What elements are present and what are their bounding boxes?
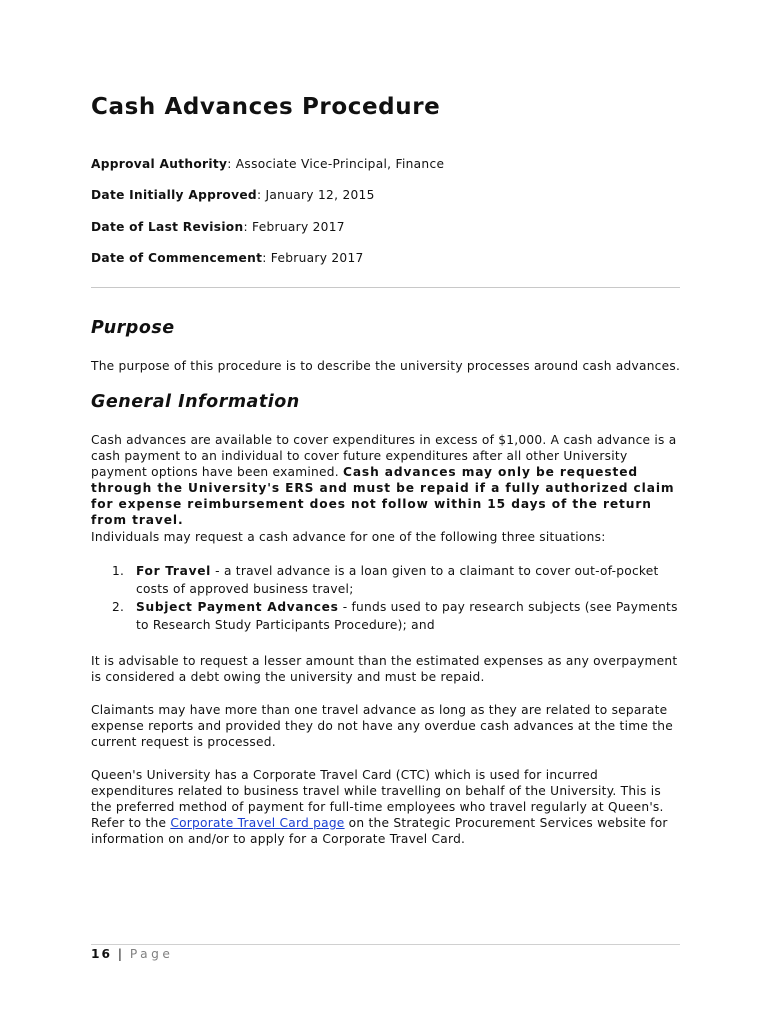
list-item-text: - a travel advance is a loan given to a claimant to cover out-of-pocket costs of approved business travel; <box>136 564 659 596</box>
purpose-heading: Purpose <box>91 318 175 338</box>
footer-separator: | <box>111 947 130 961</box>
meta-value: : February 2017 <box>243 220 345 234</box>
general-paragraph-5-before: Queen's University has a Corporate Travel Card (CTC) which is used for incurred expenditures related to business travel while travelling on behalf of the University. This is the preferred method of payment for full-time employees who travel regularly at Queen's. Refer to the <box>91 768 664 830</box>
general-paragraph-2: Individuals may request a cash advance for one of the following three situations: <box>91 530 606 544</box>
corporate-travel-card-link[interactable]: Corporate Travel Card page <box>170 816 345 830</box>
page-label: Page <box>129 947 174 961</box>
general-paragraph-1-text: Cash advances are available to cover expenditures in excess of $1,000. A cash advance is a cash payment to an individual to cover future expenditures after all other University payment options have been examined. <box>91 433 677 479</box>
meta-label: Date of Commencement <box>91 251 263 265</box>
situations-list <box>91 562 681 634</box>
meta-date-commencement <box>91 251 364 265</box>
list-item-number: 1. <box>112 564 125 578</box>
meta-label: Date Initially Approved <box>91 188 257 202</box>
general-paragraph-5 <box>91 767 683 847</box>
list-item-text: - funds used to pay research subjects (see Payments to Research Study Participants Procedure); and <box>136 600 678 632</box>
purpose-text: The purpose of this procedure is to describe the university processes around cash advances. <box>91 359 681 373</box>
list-item <box>91 562 681 598</box>
general-paragraph-1-bold: Cash advances may only be requested through the University's ERS and must be repaid if a fully authorized claim for expense reimbursement does not follow within 15 days of the return from travel. <box>91 465 675 527</box>
meta-value: : January 12, 2015 <box>256 188 375 202</box>
meta-date-initially-approved <box>91 188 375 202</box>
footer-divider <box>91 944 680 945</box>
list-item-number: 2. <box>112 600 125 614</box>
meta-label: Date of Last Revision <box>91 220 244 234</box>
general-paragraph-5-after: on the Strategic Procurement Services website for information on and/or to apply for a Corporate Travel Card. <box>91 816 668 846</box>
meta-date-last-revision <box>91 220 345 234</box>
list-item-title: Subject Payment Advances <box>136 600 339 614</box>
page-footer <box>91 947 173 961</box>
meta-value: : February 2017 <box>262 251 364 265</box>
page-title: Cash Advances Procedure <box>91 94 441 120</box>
general-paragraph-4: Claimants may have more than one travel advance as long as they are related to separate expense reports and provided they do not have any overdue cash advances at the time the current request is processed. <box>91 703 673 749</box>
meta-label: Approval Authority <box>91 157 228 171</box>
list-item-title: For Travel <box>136 564 212 578</box>
page-number: 16 <box>91 947 112 961</box>
general-paragraph-3: It is advisable to request a lesser amount than the estimated expenses as any overpayment is considered a debt owing the university and must be repaid. <box>91 654 678 684</box>
list-item <box>91 598 681 634</box>
general-paragraph-1 <box>91 432 683 528</box>
header-divider <box>91 287 680 288</box>
meta-value: : Associate Vice-Principal, Finance <box>227 157 445 171</box>
meta-approval-authority <box>91 157 444 171</box>
general-information-heading: General Information <box>91 392 300 412</box>
